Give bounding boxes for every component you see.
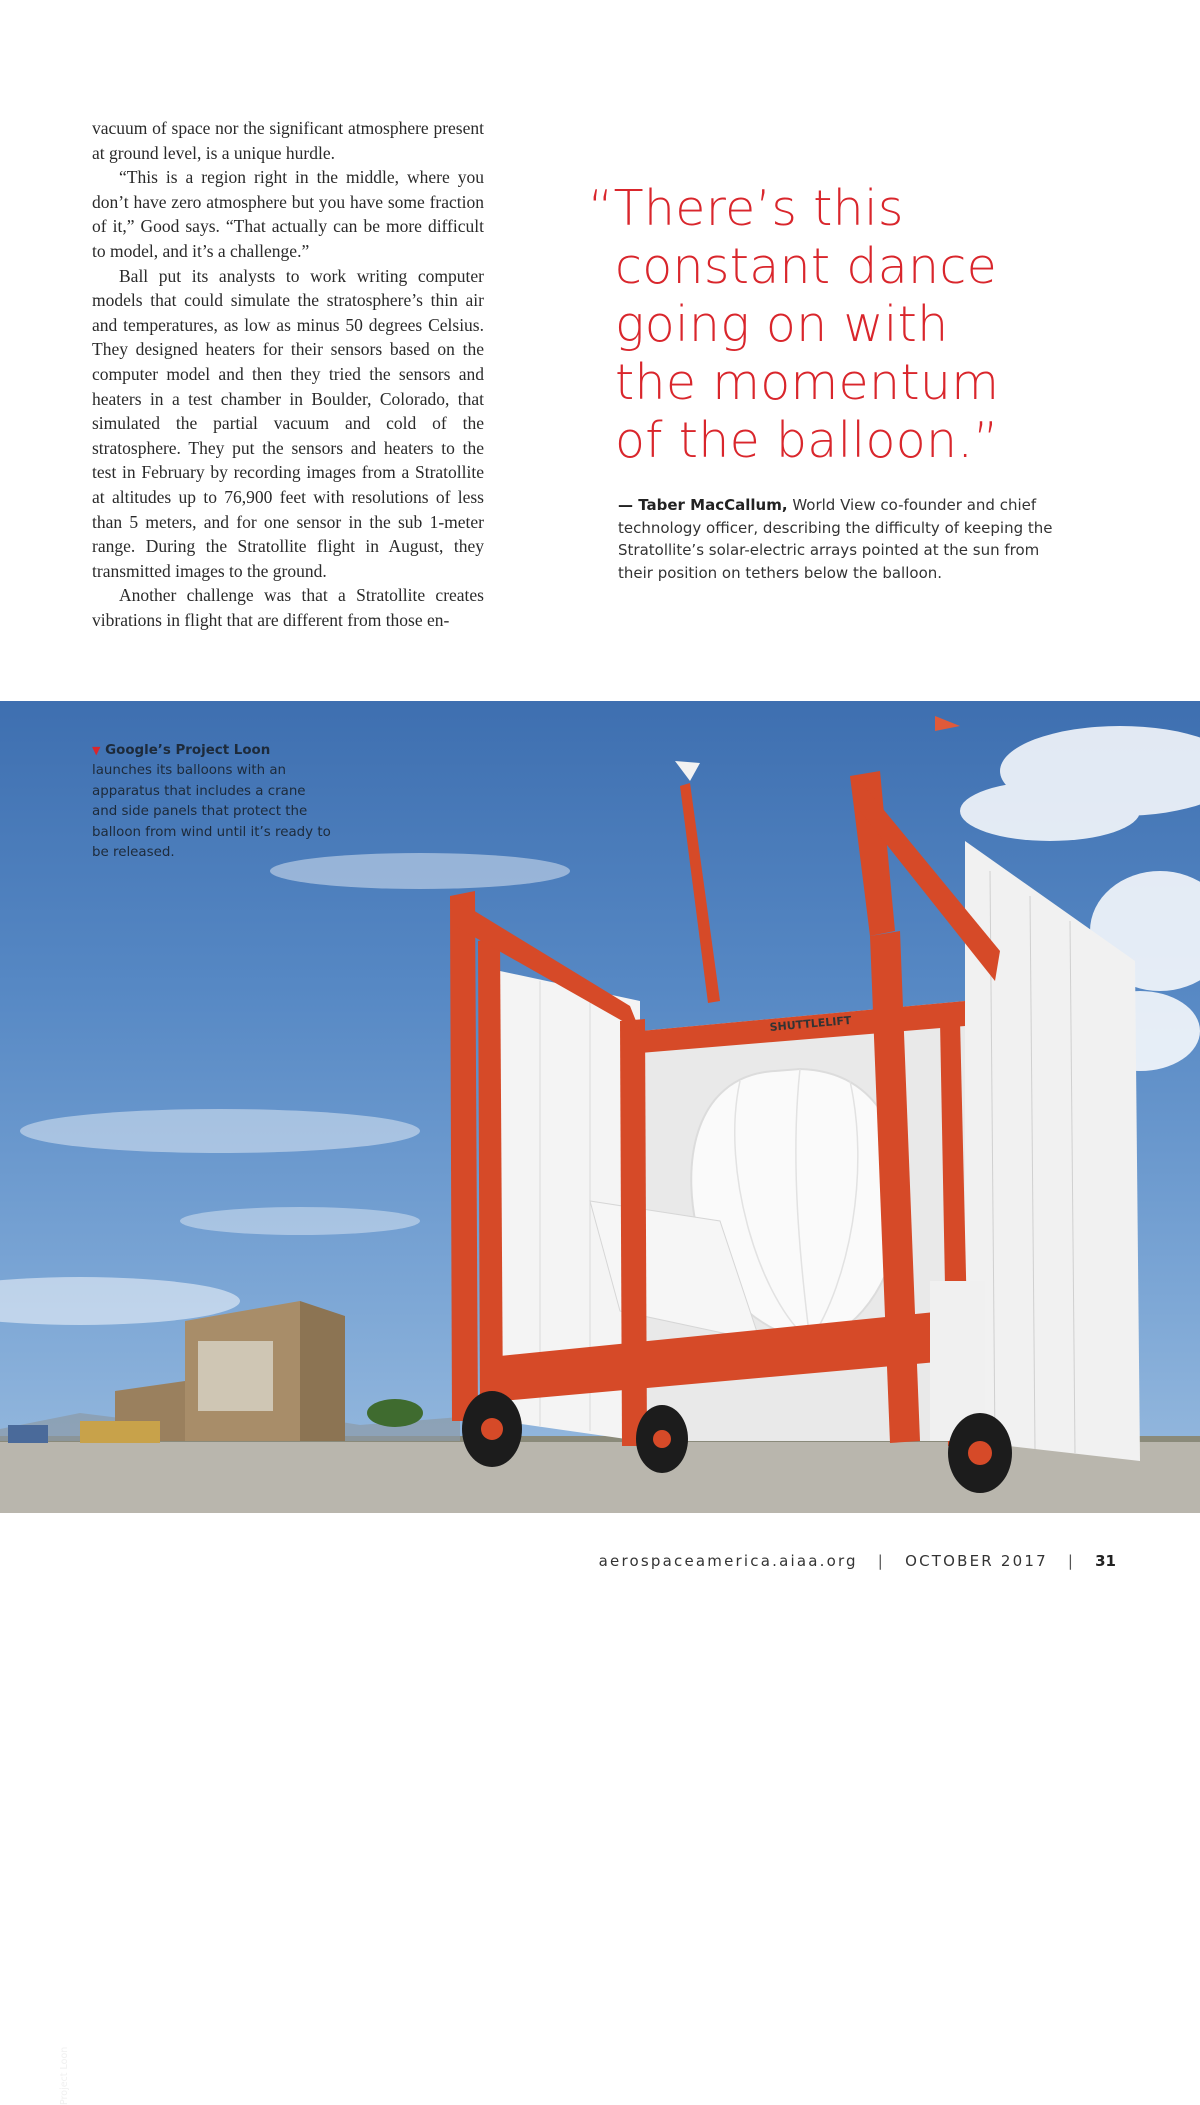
page-number: 31 bbox=[1095, 1552, 1116, 1570]
caption-text: launches its balloons with an apparatus that includes a crane and side panels that protect the balloon from wind until it’s ready to be released. bbox=[92, 763, 331, 861]
caption-triangle-icon: ▼ bbox=[92, 744, 101, 757]
body-paragraph: “This is a region right in the middle, where you don’t have zero atmosphere but you have some fraction of it,” Good says. “That actually can be more difficult to model, and it’s a challenge.” bbox=[92, 167, 484, 261]
ground bbox=[0, 1436, 1200, 1513]
pull-quote-line: going on with bbox=[615, 296, 949, 353]
shuttlelift-label: SHUTTLELIFT bbox=[769, 1013, 852, 1034]
body-paragraph: Another challenge was that a Stratollite creates vibrations in flight that are different from those en- bbox=[92, 585, 484, 630]
body-paragraph: Ball put its analysts to work writing computer models that could simulate the stratosphere’s thin air and temperatures, as low as minus 50 degrees Celsius. They designed heaters for their sensors based on the computer model and then they tried the sensors and heaters in a test chamber in Boulder, Colorado, that simulated the partial vacuum and cold of the stratosphere. They put the sensors and heaters to the test in February by recording images from a Stratollite at altitudes up to 76,900 feet with resolutions of less than 5 meters, and for one sensor in the sub 1-meter range. During the Stratollite flight in August, they transmitted images to the ground. bbox=[92, 265, 484, 581]
article-body-column bbox=[92, 116, 484, 632]
caption-title: Google’s Project Loon bbox=[100, 743, 271, 758]
pull-quote-line: constant dance bbox=[615, 238, 998, 295]
flag-decoration bbox=[675, 761, 700, 781]
attribution-text: World View co-founder and chief technology officer, describing the difficulty of keeping the Stratollite’s solar-electric arrays pointed at the sun from their position on tethers below the balloon. bbox=[618, 496, 1053, 582]
footer-separator: | bbox=[1067, 1552, 1076, 1570]
pull-quote bbox=[588, 180, 1148, 470]
pull-quote-attribution bbox=[618, 494, 1068, 584]
footer-site-url: aerospaceamerica.aiaa.org bbox=[598, 1552, 858, 1570]
pull-quote-line: of the balloon.” bbox=[615, 412, 999, 469]
page-footer bbox=[599, 1552, 1116, 1570]
pull-quote-line: the momentum bbox=[615, 354, 1000, 411]
footer-date: OCTOBER 2017 bbox=[905, 1552, 1048, 1570]
footer-separator: | bbox=[877, 1552, 886, 1570]
photo-credit: Project Loon bbox=[59, 2046, 70, 2105]
body-paragraph: vacuum of space nor the significant atmosphere present at ground level, is a unique hurdle. bbox=[92, 118, 484, 163]
attribution-name: — Taber MacCallum, bbox=[618, 496, 788, 514]
pull-quote-line: “There’s this bbox=[588, 180, 904, 237]
photo-caption bbox=[92, 741, 332, 863]
